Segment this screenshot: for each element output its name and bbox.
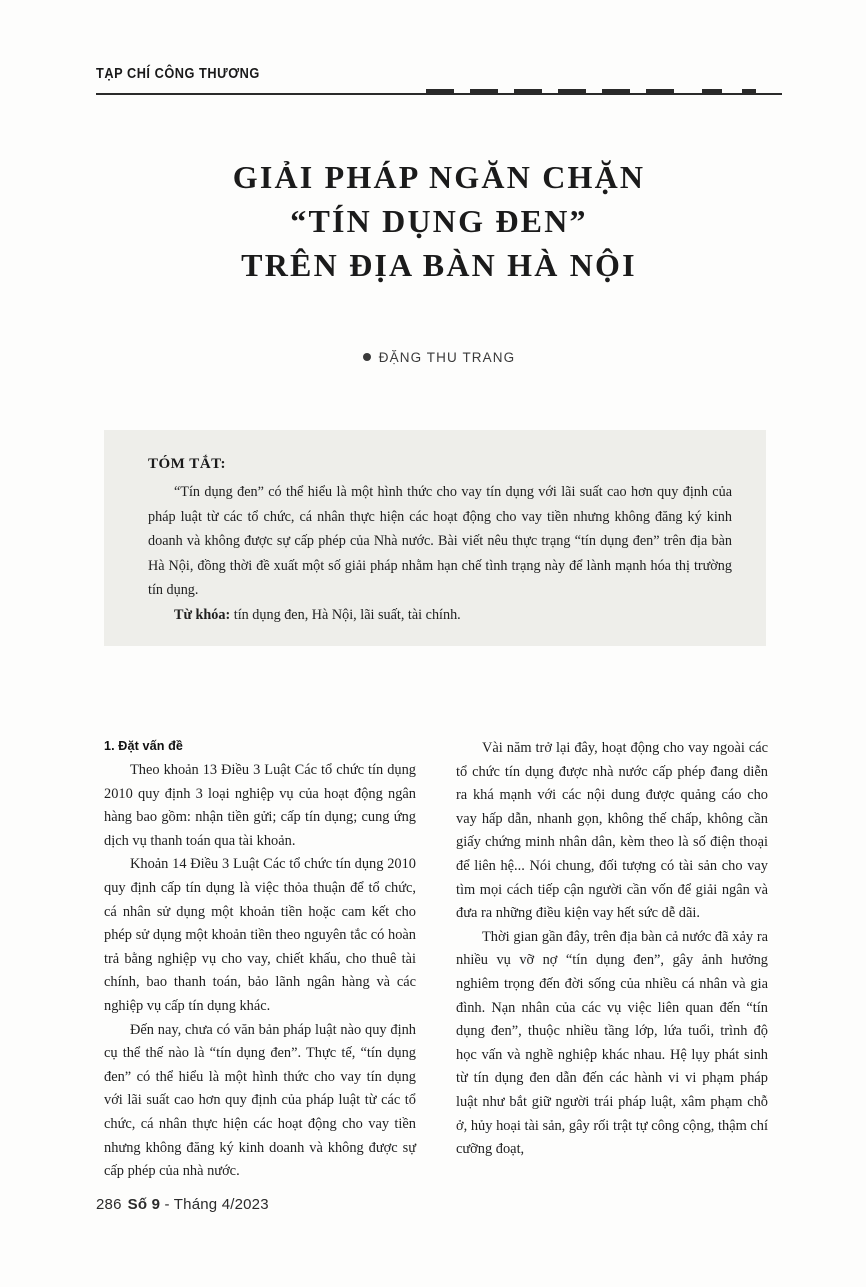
right-column — [456, 737, 768, 1157]
bullet-icon — [363, 353, 371, 361]
keywords-value: tín dụng đen, Hà Nội, lãi suất, tài chính. — [233, 606, 461, 623]
left-paragraph-2: Khoản 14 Điều 3 Luật Các tổ chức tín dụng 2010 quy định cấp tín dụng là việc thỏa thuận để tổ chức, cá nhân sử dụng một khoản tiền hoặc cam kết cho phép sử dụng một khoản tiền theo nguyên tắc có hoàn trả bằng nghiệp vụ cho vay, chiết khấu, cho thuê tài chính, bao thanh toán, bảo lãnh ngân hàng và các nghiệp vụ cấp tín dụng khác. — [104, 856, 416, 1014]
left-paragraph-1: Theo khoản 13 Điều 3 Luật Các tổ chức tín dụng 2010 quy định 3 loại nghiệp vụ của hoạt động ngân hàng bao gồm: nhận tiền gửi; cấp tín dụng; cung ứng dịch vụ thanh toán qua tài khoản. — [104, 762, 416, 849]
right-paragraph-2: Thời gian gần đây, trên địa bàn cả nước đã xảy ra nhiều vụ vỡ nợ “tín dụng đen”, gây ảnh hưởng nghiêm trọng đến đời sống của nhiều cá nhân và gia đình. Nạn nhân của các vụ việc liên quan đến “tín dụng đen”, thuộc nhiều tầng lớp, lứa tuổi, trình độ học vấn và nghề nghiệp khác nhau. Hệ lụy phát sinh từ tín dụng đen dẫn đến các hành vi vi phạm pháp luật như bắt giữ người trái pháp luật, xâm phạm chỗ ở, hủy hoại tài sản, gây rối trật tự công cộng, thậm chí cưỡng đoạt, — [456, 928, 768, 1158]
left-column — [104, 737, 416, 1180]
abstract-keywords — [148, 603, 732, 628]
article-title-line-3: TRÊN ĐỊA BÀN HÀ NỘI — [241, 247, 637, 283]
masthead-dash-decoration — [426, 89, 782, 94]
article-title — [96, 155, 782, 287]
body-columns — [104, 737, 768, 1180]
article-title-line-1: GIẢI PHÁP NGĂN CHẶN — [232, 159, 646, 195]
abstract-body: “Tín dụng đen” có thể hiểu là một hình thức cho vay tín dụng với lãi suất cao hơn quy định của pháp luật từ các tổ chức, cá nhân thực hiện các hoạt động cho vay tiền nhưng không đăng ký kinh doanh và không được sự cấp phép của Nhà nước. Bài viết nêu thực trạng “tín dụng đen” trên địa bàn Hà Nội, đồng thời đề xuất một số giải pháp nhằm hạn chế tình trạng này để lành mạnh hóa thị trường tín dụng. — [148, 484, 732, 598]
right-paragraph-1: Vài năm trở lại đây, hoạt động cho vay ngoài các tổ chức tín dụng được nhà nước cấp phép đang diễn ra khá mạnh với các nội dung được quảng cáo cho vay hấp dẫn, nhanh gọn, không thế chấp, không cần giấy chứng minh nhân dân, kèm theo là số điện thoại để liên hệ... Nói chung, đối tượng có tài sản cho vay tìm mọi cách tiếp cận người cần vốn để giải ngân và đưa ra những điều kiện vay hết sức dễ dãi. — [456, 740, 768, 922]
author-name: ĐẶNG THU TRANG — [378, 350, 516, 365]
left-paragraph-3: Đến nay, chưa có văn bản pháp luật nào quy định cụ thể thế nào là “tín dụng đen”. Thực tế, “tín dụng đen” có thể hiểu là một hình thức cho vay tín dụng với lãi suất cao hơn quy định của pháp luật từ các tổ chức, cá nhân thực hiện các hoạt động cho vay tiền nhưng không đăng ký kinh doanh và không được sự cấp phép của nhà nước. — [104, 1021, 416, 1180]
masthead — [96, 66, 782, 106]
issue-date: - Tháng 4/2023 — [164, 1196, 269, 1213]
abstract-box — [104, 430, 766, 646]
article-title-line-2: “TÍN DỤNG ĐEN” — [290, 203, 588, 239]
keywords-label: Từ khóa: — [174, 606, 231, 623]
abstract-heading: TÓM TẮT: — [148, 456, 227, 472]
page-number: 286 — [96, 1196, 122, 1213]
issue-label: Số 9 — [127, 1196, 161, 1213]
author-byline — [96, 350, 782, 365]
section-heading-1: 1. Đặt vấn đề — [104, 739, 183, 753]
journal-name: TẠP CHÍ CÔNG THƯƠNG — [96, 66, 260, 82]
page-footer — [96, 1196, 269, 1213]
